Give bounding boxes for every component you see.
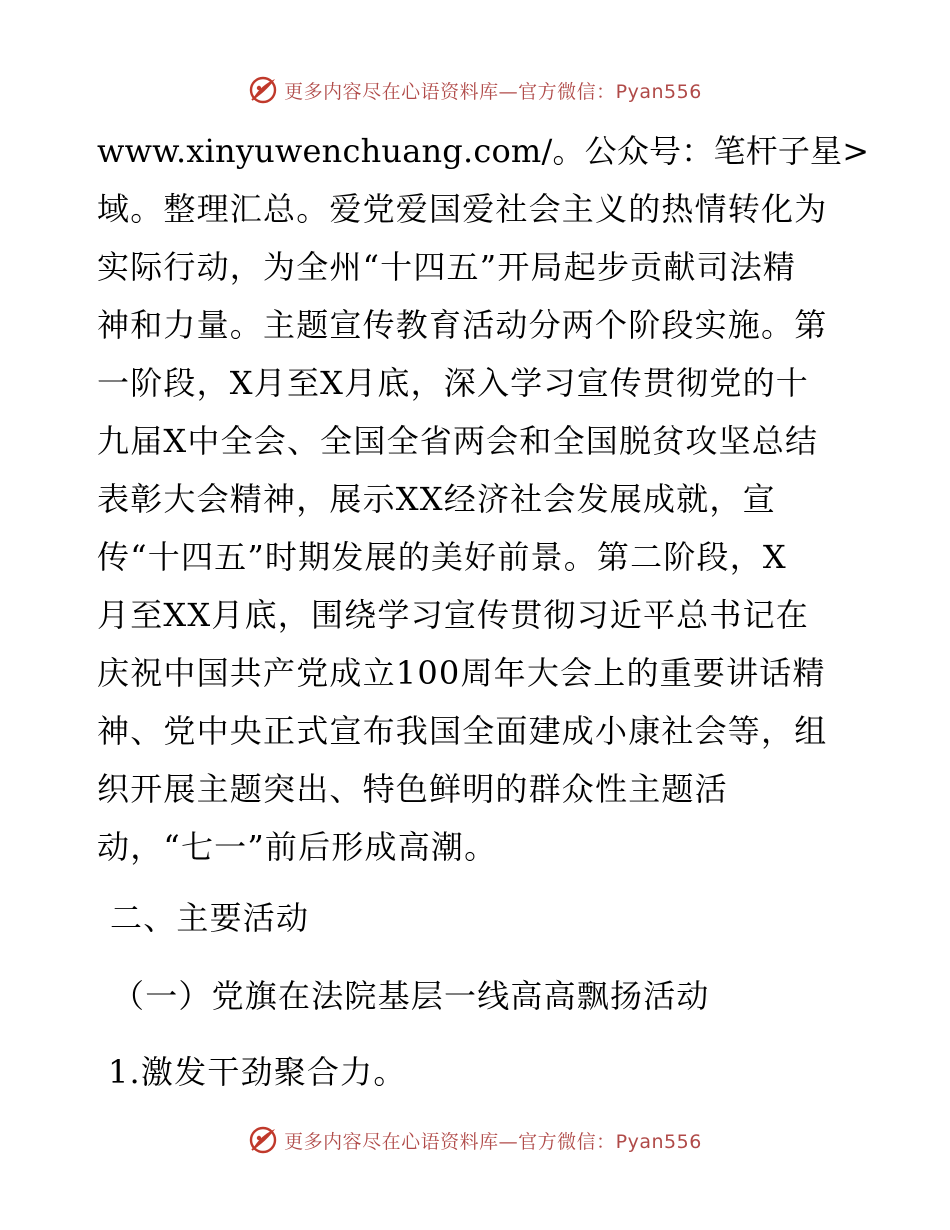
item-heading: 1.激发干劲聚合力。 [108, 1053, 407, 1091]
footer-banner [0, 1120, 950, 1160]
section-heading: 二、主要活动 [110, 899, 310, 937]
quill-logo-icon [248, 1125, 278, 1155]
footer-banner-wechat-id: Pyan556 [615, 1130, 702, 1153]
footer-banner-content [248, 1125, 702, 1155]
paragraph-line: www.xinyuwenchuang.com/。公众号：笔杆子星> [97, 132, 870, 170]
paragraph-line: 表彰大会精神，展示XX经济社会发展成就，宣 [97, 480, 776, 518]
paragraph-line: 织开展主题突出、特色鲜明的群众性主题活 [97, 770, 728, 808]
paragraph-line: 一阶段，X月至X月底，深入学习宣传贯彻党的十 [97, 364, 809, 402]
paragraph-line: 动，“七一”前后形成高潮。 [97, 828, 498, 866]
paragraph-line: 九届X中全会、全国全省两会和全国脱贫攻坚总结 [97, 422, 819, 460]
header-banner-wechat-id: Pyan556 [615, 80, 702, 103]
header-banner-content [248, 75, 702, 105]
paragraph-line: 实际行动，为全州“十四五”开局起步贡献司法精 [97, 248, 797, 286]
header-banner-label: 更多内容尽在心语资料库—官方微信： [284, 80, 616, 103]
paragraph-line: 域。整理汇总。爱党爱国爱社会主义的热情转化为 [97, 190, 828, 228]
footer-banner-label: 更多内容尽在心语资料库—官方微信： [284, 1130, 616, 1153]
header-banner [0, 70, 950, 110]
quill-logo-icon [248, 75, 278, 105]
paragraph-line: 神、党中央正式宣布我国全面建成小康社会等，组 [97, 712, 828, 750]
header-banner-text [284, 77, 702, 104]
footer-banner-text [284, 1127, 702, 1154]
subsection-heading: （一）党旗在法院基层一线高高飘扬活动 [112, 977, 710, 1015]
paragraph-line: 传“十四五”时期发展的美好前景。第二阶段，X [97, 538, 787, 576]
paragraph-line: 庆祝中国共产党成立100周年大会上的重要讲话精 [97, 654, 826, 692]
paragraph-line: 神和力量。主题宣传教育活动分两个阶段实施。第 [97, 306, 828, 344]
body-paragraph [97, 122, 870, 876]
paragraph-line: 月至XX月底，围绕学习宣传贯彻习近平总书记在 [97, 596, 809, 634]
